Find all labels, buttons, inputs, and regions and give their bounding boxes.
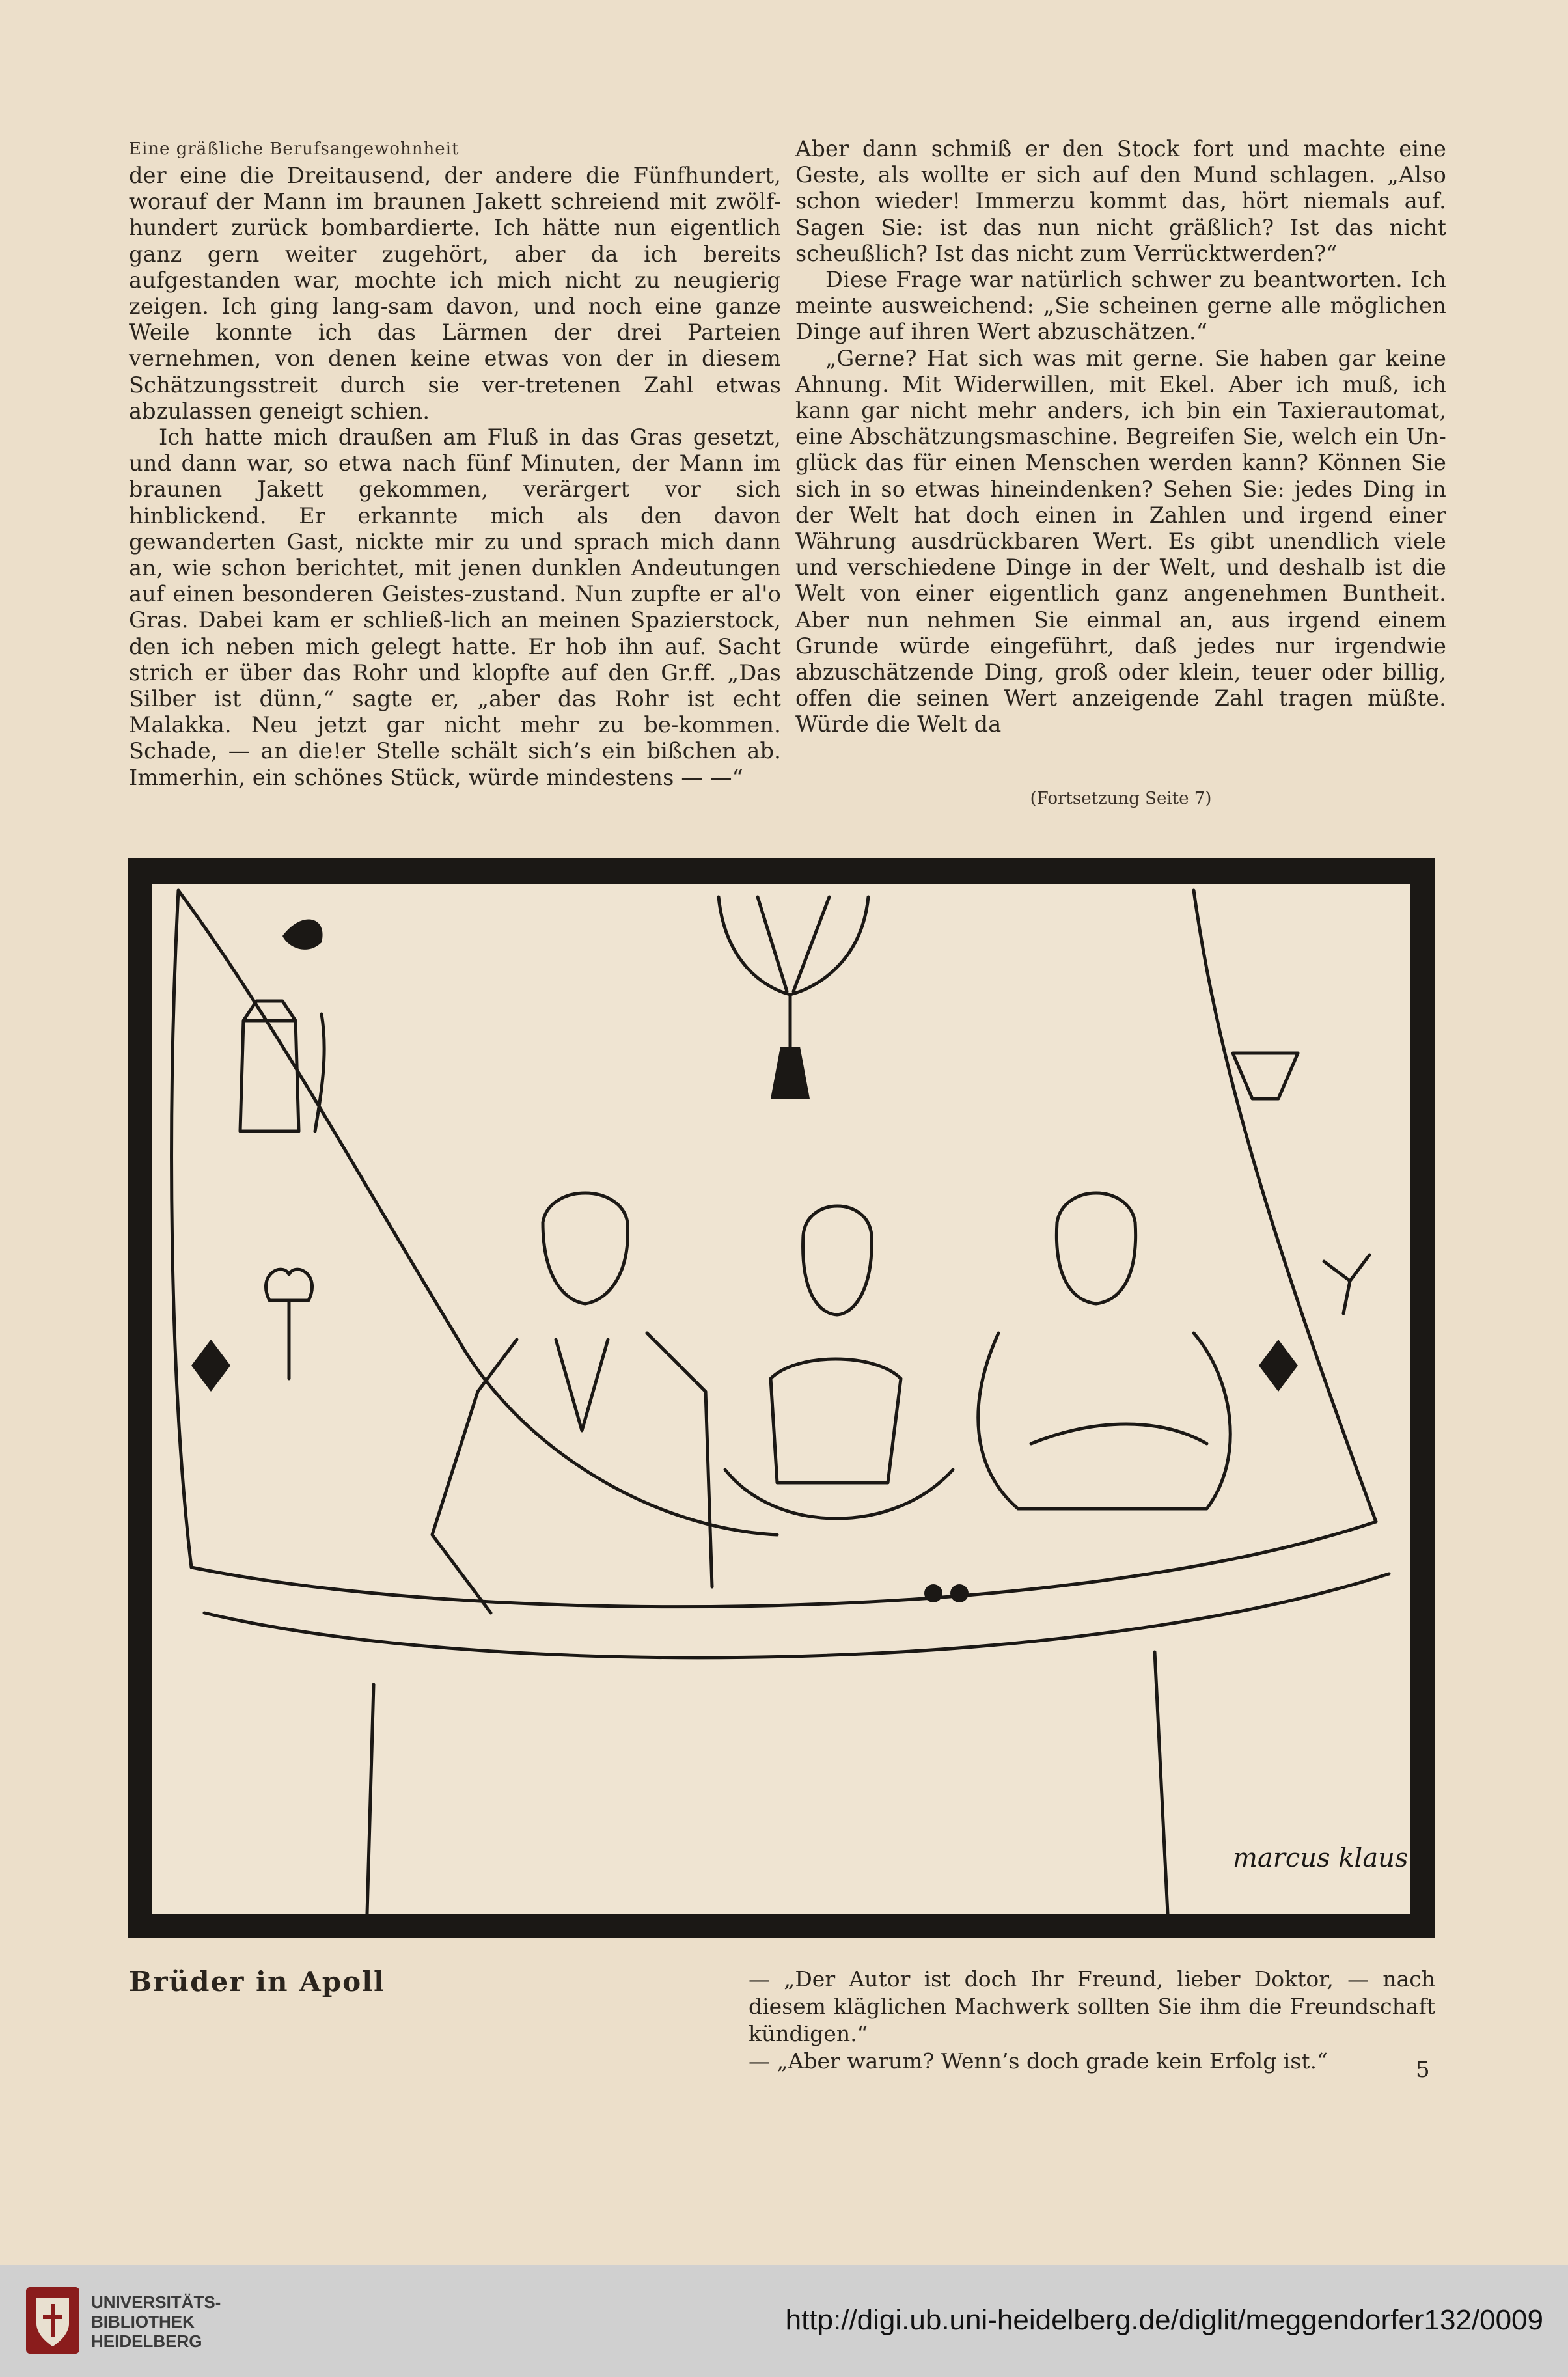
paragraph: Diese Frage war natürlich schwer zu beantworten. Ich meinte ausweichend: „Sie scheinen gerne alle möglichen Dinge auf ihren Wert abzuschätzen.“ xyxy=(795,267,1446,345)
lantern-decor xyxy=(240,1001,299,1131)
text-column-left xyxy=(129,163,781,791)
paragraph: Ich hatte mich draußen am Fluß in das Gras gesetzt, und dann war, so etwa nach fünf Minuten, der Mann im braunen Jakett gekommen, verärgert vor sich hinblickend. Er erkannte mich als den davon gewanderten Gast, nickte mir zu und sprach mich dann an, wie schon berichtet, mit jenen dunklen Andeutungen auf einen besonderen Geistes-zustand. Nun zupfte er al'o Gras. Dabei kam er schließ-lich an meinen Spazierstock, den ich neben mich gelegt hatte. Er hob ihn auf. Sacht strich er über das Rohr und klopfte auf den Gr.ff. „Das Silber ist dünn,“ sagte er, „aber das Rohr ist echt Malakka. Neu jetzt gar nicht mehr zu be-kommen. Schade, — an die!er Stelle schält sich’s ein bißchen ab. Immerhin, ein schönes Stück, würde mindestens — —“ xyxy=(129,424,781,790)
illustration-frame xyxy=(128,858,1435,1938)
library-name-line: HEIDELBERG xyxy=(91,2331,202,2351)
artist-signature: marcus klaus xyxy=(1233,1843,1409,1873)
caption-title: Brüder in Apoll xyxy=(129,1966,385,1998)
running-head: Eine gräßliche Berufsangewohnheit xyxy=(129,139,460,159)
digitization-footer xyxy=(0,2265,1568,2377)
dialog-line: — „Aber warum? Wenn’s doch grade kein Erfolg ist.“ xyxy=(749,2048,1328,2074)
library-name xyxy=(91,2292,221,2351)
figure-right-man xyxy=(1056,1193,1135,1304)
figure-left-man xyxy=(543,1193,627,1304)
tulip-decor xyxy=(266,1269,312,1379)
text-column-right xyxy=(795,136,1446,738)
paragraph: Aber dann schmiß er den Stock fort und machte eine Geste, als wollte er sich auf den Mund schlagen. „Also schon wieder! Immerzu kommt das, hört niemals auf. Sagen Sie: ist das nun nicht gräßlich? Ist das nicht scheußlich? Ist das nicht zum Verrücktwerden?“ xyxy=(795,136,1446,266)
library-name-line: UNIVERSITÄTS- xyxy=(91,2292,221,2312)
basket-decor xyxy=(1233,1053,1298,1099)
continuation-note: (Fortsetzung Seite 7) xyxy=(1030,789,1212,808)
illustration xyxy=(150,881,1412,1916)
curtain-left xyxy=(178,890,777,1535)
ceiling-lamp xyxy=(719,897,868,995)
figure-center-woman xyxy=(803,1206,872,1315)
balcony-rail xyxy=(191,1522,1376,1607)
page-number: 5 xyxy=(1416,2057,1430,2083)
bird-decor xyxy=(1324,1255,1369,1313)
paragraph: der eine die Dreitausend, der andere die Fünfhundert, worauf der Mann im braunen Jakett schreiend mit zwölf-hundert zurück bombardierte. Ich hätte nun eigentlich ganz gern weiter zugehört, aber da ich bereits aufgestanden war, mochte ich mich nicht zu neugierig zeigen. Ich ging lang-sam davon, und noch eine ganze Weile konnte ich das Lärmen der drei Parteien vernehmen, von denen keine etwas von der in diesem Schätzungsstreit durch sie ver-tretenen Zahl etwas abzulassen geneigt schien. xyxy=(129,163,781,424)
university-seal-icon xyxy=(23,2285,82,2356)
source-url-link[interactable]: http://digi.ub.uni-heidelberg.de/diglit/meggendorfer132/0009 xyxy=(785,2304,1543,2336)
dialog-line: — „Der Autor ist doch Ihr Freund, lieber Doktor, — nach diesem kläglichen Machwerk sollten Sie ihm die Freundschaft kündigen.“ xyxy=(749,1966,1435,2046)
theatre-box-drawing xyxy=(152,884,1410,1914)
caption-dialog xyxy=(749,1966,1435,2075)
library-name-line: BIBLIOTHEK xyxy=(91,2312,195,2331)
curtain-right xyxy=(1194,890,1376,1522)
paragraph: „Gerne? Hat sich was mit gerne. Sie haben gar keine Ahnung. Mit Widerwillen, mit Ekel. Aber ich muß, ich kann gar nicht mehr anders, ich bin ein Taxierautomat, eine Abschätzungsmaschine. Begreifen Sie, welch ein Un-glück das für einen Menschen werden kann? Können Sie sich in so etwas hineindenken? Sehen Sie: jedes Ding in der Welt hat doch einen in Zahlen und irgend einer Währung ausdrückbaren Wert. Es gibt unendlich viele und verschiedene Dinge in der Welt, und deshalb ist die Welt von einer eigentlich ganz angenehmen Buntheit. Aber nun nehmen Sie einmal an, aus irgend einem Grunde würde eingeführt, daß jedes nur irgendwie abzuschätzende Ding, groß oder klein, teuer oder billig, offen die seinen Wert anzeigende Zahl tragen müßte. Würde die Welt da xyxy=(795,345,1446,737)
